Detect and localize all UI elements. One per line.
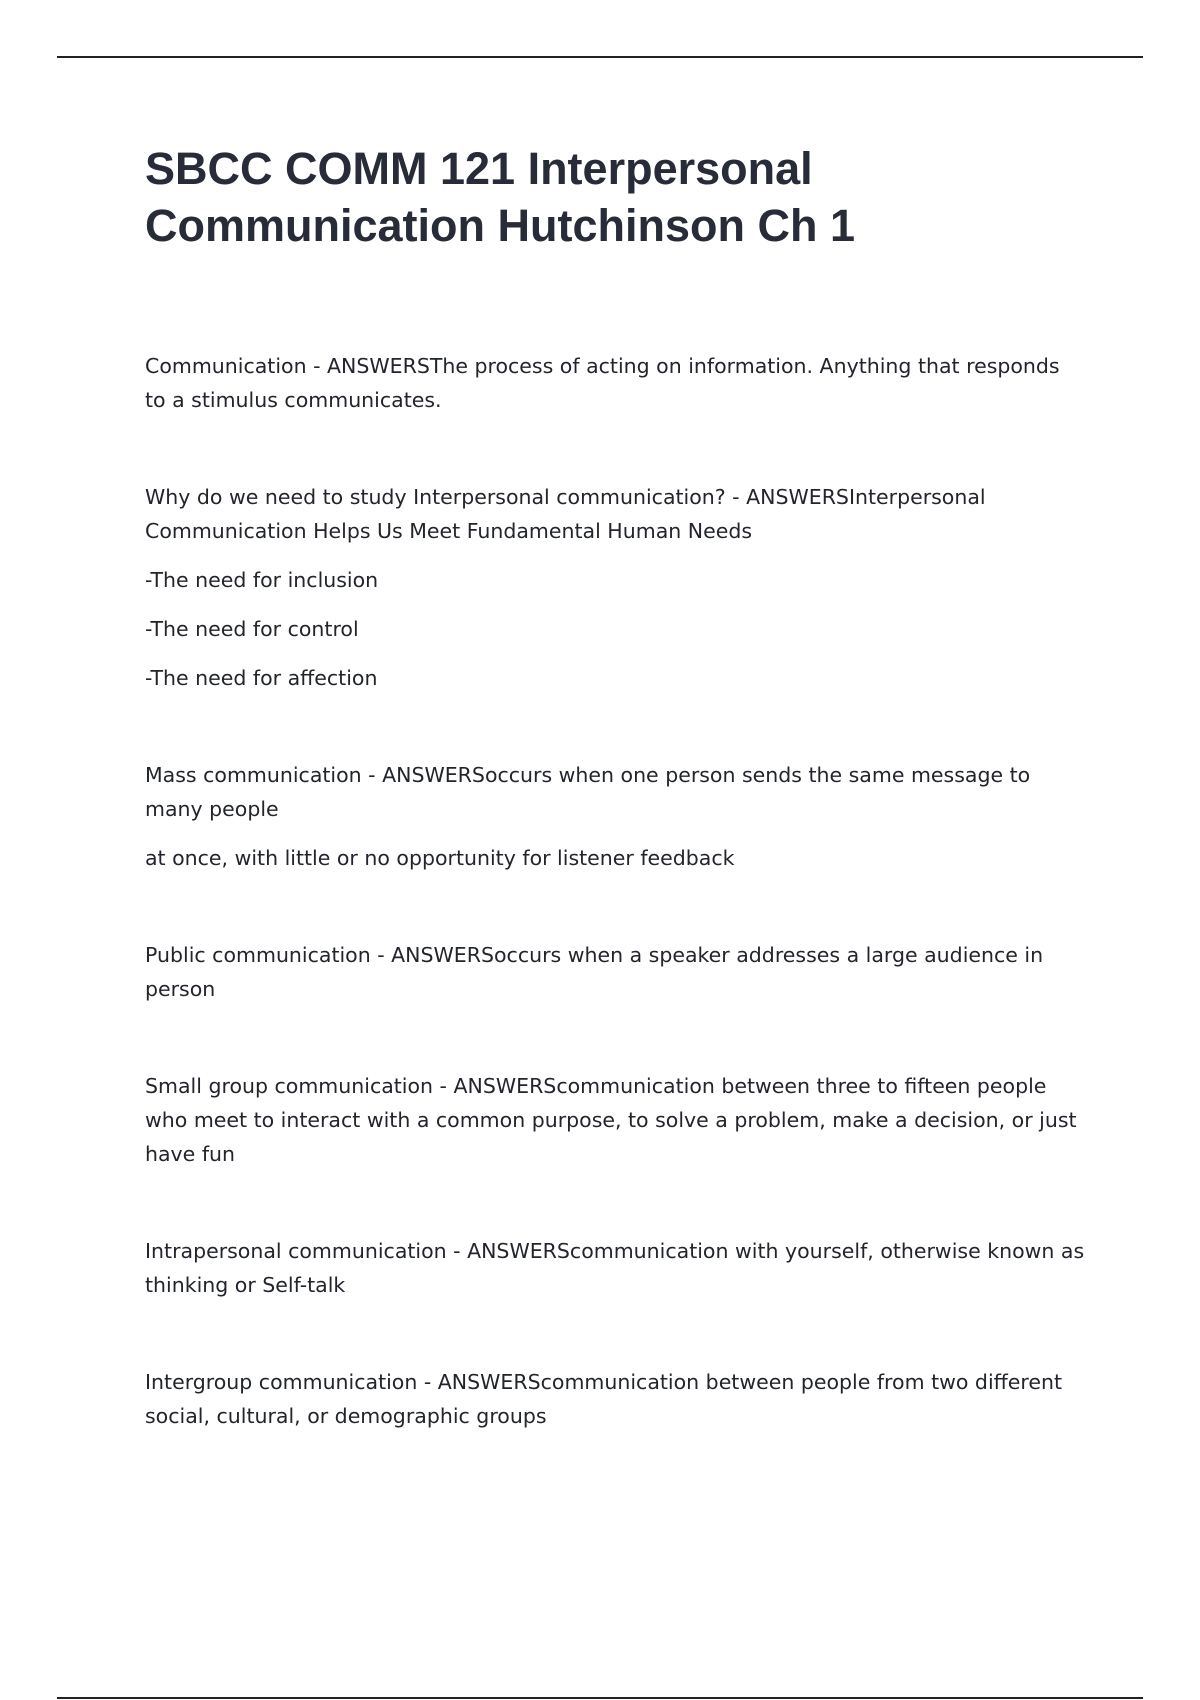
qa-text: Mass communication - ANSWERSoccurs when one person sends the same message to many people bbox=[145, 763, 1031, 821]
qa-text: Why do we need to study Interpersonal communication? - ANSWERSInterpersonal Communication Helps Us Meet Fundamental Human Needs bbox=[145, 485, 986, 543]
qa-text: Intrapersonal communication - ANSWERScommunication with yourself, otherwise known as thinking or Self-talk bbox=[145, 1239, 1085, 1297]
qa-item-small-group-communication bbox=[145, 1069, 1085, 1171]
qa-text: Intergroup communication - ANSWERScommunication between people from two different social, cultural, or demographic groups bbox=[145, 1370, 1062, 1428]
qa-bullet: -The need for inclusion bbox=[145, 568, 379, 592]
qa-item-why-study bbox=[145, 480, 1085, 695]
qa-item-intrapersonal-communication bbox=[145, 1234, 1085, 1302]
qa-bullet: -The need for affection bbox=[145, 666, 378, 690]
qa-item-public-communication bbox=[145, 938, 1085, 1006]
qa-bullet: -The need for control bbox=[145, 617, 359, 641]
qa-item-intergroup-communication bbox=[145, 1365, 1085, 1433]
qa-text: Small group communication - ANSWERScommunication between three to fifteen people who meet to interact with a common purpose, to solve a problem, make a decision, or just have fun bbox=[145, 1074, 1077, 1166]
qa-text: Public communication - ANSWERSoccurs when a speaker addresses a large audience in person bbox=[145, 943, 1044, 1001]
top-rule bbox=[57, 56, 1143, 58]
qa-text-continued: at once, with little or no opportunity for listener feedback bbox=[145, 846, 735, 870]
qa-item-mass-communication bbox=[145, 758, 1085, 875]
document-body bbox=[145, 140, 1085, 1496]
qa-list bbox=[145, 349, 1085, 1433]
bottom-rule bbox=[57, 1697, 1143, 1699]
qa-text: Communication - ANSWERSThe process of acting on information. Anything that responds to a stimulus communicates. bbox=[145, 354, 1060, 412]
page-title: SBCC COMM 121 Interpersonal Communication Hutchinson Ch 1 bbox=[145, 143, 856, 251]
qa-item-communication bbox=[145, 349, 1085, 417]
